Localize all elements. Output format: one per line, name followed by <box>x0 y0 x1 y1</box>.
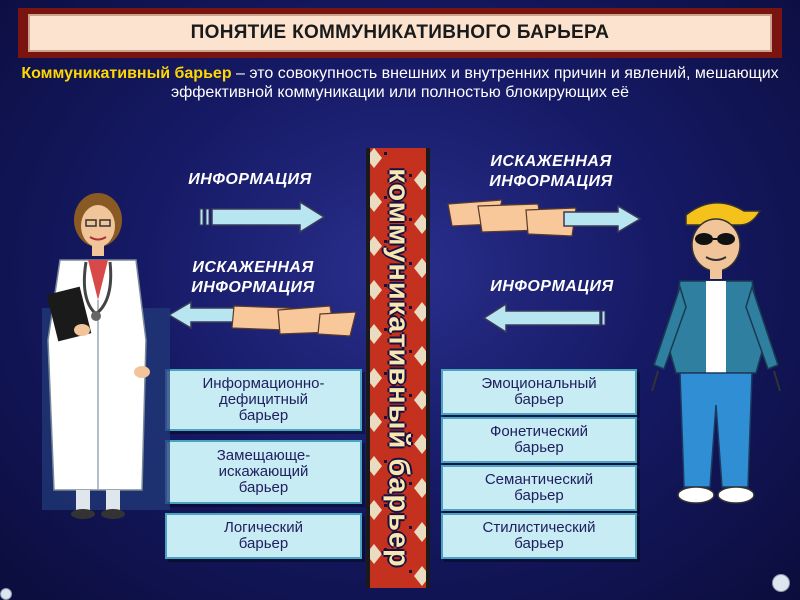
barrier-box-substitution: Замещающе- искажающий барьер <box>165 440 362 504</box>
barrier-box-emotional: Эмоциональный барьер <box>441 369 637 415</box>
barrier-box-logical: Логический барьер <box>165 513 362 559</box>
title-bar <box>18 8 782 58</box>
flow-label-left-bottom: ИСКАЖЕННАЯ ИНФОРМАЦИЯ <box>191 259 315 296</box>
nav-dot-left-icon[interactable] <box>0 588 12 600</box>
barrier-band-label: коммуникативный барьер <box>382 168 415 568</box>
barrier-box-stylistic: Стилистический барьер <box>441 513 637 559</box>
definition-term: Коммуникативный барьер <box>21 65 232 82</box>
nav-dot-icon[interactable] <box>772 574 790 592</box>
arrow-right-distorted-icon <box>558 204 644 234</box>
definition-body: – это совокупность внешних и внутренних причин и явлений, мешающих эффективной коммуникации или полностью блокирующих её <box>170 65 779 101</box>
arrow-left-icon <box>480 302 610 334</box>
flow-label-right-top: ИСКАЖЕННАЯ ИНФОРМАЦИЯ <box>489 153 613 190</box>
arrow-right-icon <box>198 200 328 234</box>
doctor-figure-icon <box>30 190 180 520</box>
definition-text <box>20 64 780 102</box>
page-title: ПОНЯТИЕ КОММУНИКАТИВНОГО БАРЬЕРА <box>28 14 772 52</box>
barrier-box-semantic: Семантический барьер <box>441 465 637 511</box>
barrier-box-info-deficit: Информационно- дефицитный барьер <box>165 369 362 431</box>
flow-label-right-bottom: ИНФОРМАЦИЯ <box>490 278 614 295</box>
flow-label-left-top: ИНФОРМАЦИЯ <box>188 171 312 188</box>
torn-paper-left-icon <box>230 300 360 340</box>
young-man-figure-icon <box>640 195 790 515</box>
barrier-band <box>366 148 430 588</box>
barrier-box-phonetic: Фонетический барьер <box>441 417 637 463</box>
